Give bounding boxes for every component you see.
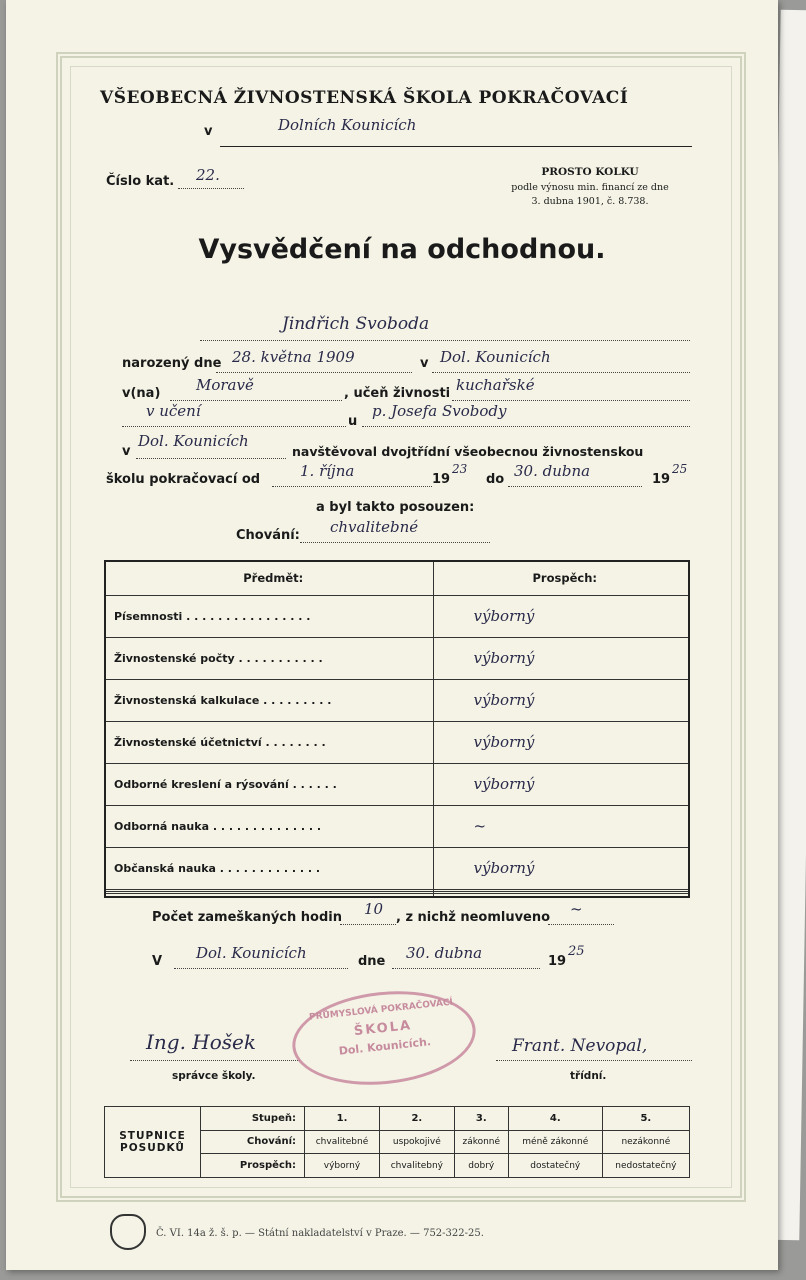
region-line (170, 400, 342, 401)
grade-cell: ~ (433, 805, 689, 847)
subject-cell: Živnostenská kalkulace . . . . . . . . . (105, 679, 433, 721)
from-date-line (272, 486, 432, 487)
school-place-hand-line (136, 458, 286, 459)
region: Moravě (196, 376, 254, 394)
absence-label: Počet zameškaných hodin (152, 910, 342, 925)
catalog-number: 22. (196, 166, 220, 184)
from-year: 23 (452, 462, 468, 476)
attended-text: navštěvoval dvojtřídní všeobecnou živnostenskou (292, 444, 644, 459)
result-col-header: Prospěch: (433, 561, 689, 595)
table-row (105, 595, 689, 637)
school-title: VŠEOBECNÁ ŽIVNOSTENSKÁ ŠKOLA POKRAČOVACÍ (100, 88, 629, 108)
table-row (105, 679, 689, 721)
born-place: Dol. Kounicích (440, 348, 551, 366)
to-label: do (486, 472, 505, 487)
conduct-value: chvalitebné (330, 518, 419, 536)
stamp-notice-line2: podle výnosu min. financí ze dne (511, 182, 669, 193)
signed-place: Dol. Kounicích (196, 944, 307, 962)
scale-conduct-label: Chování: (201, 1130, 305, 1154)
apprentice-at: v učení (146, 402, 201, 420)
unexcused-label: , z nichž neomluveno (396, 910, 551, 925)
subject-cell: Odborné kreslení a rýsování . . . . . . (105, 763, 433, 805)
scale-row-degree (105, 1107, 690, 1131)
grades-header-row (105, 561, 689, 595)
table-row (105, 805, 689, 847)
school-place: Dolních Kounicích (278, 116, 417, 134)
teacher-line (496, 1060, 692, 1061)
absence-hours-line (340, 924, 396, 925)
signed-date-line (392, 968, 540, 969)
teacher-signature: Frant. Nevopal, (512, 1036, 648, 1056)
table-row (105, 894, 689, 897)
grade-cell: výborný (433, 679, 689, 721)
signed-year: 25 (568, 944, 585, 959)
conduct-line (300, 542, 490, 543)
scale-degree-cell: 4. (508, 1107, 602, 1131)
student-name: Jindřich Svoboda (282, 314, 430, 334)
scale-progress-cell: dobrý (454, 1154, 508, 1178)
scale-conduct-cell: uspokojivé (380, 1130, 455, 1154)
catalog-line (178, 188, 244, 189)
state-emblem-icon (110, 1214, 146, 1250)
scale-progress-cell: dostatečný (508, 1154, 602, 1178)
grade-cell: výborný (433, 721, 689, 763)
director-signature: Ing. Hošek (146, 1030, 256, 1054)
scale-degree-label: Stupeň: (201, 1107, 305, 1131)
attended-text-2: školu pokračovací od (106, 472, 261, 487)
name-line (200, 340, 690, 341)
apprentice-line (122, 426, 346, 427)
signed-year-prefix: 19 (548, 954, 567, 969)
scale-conduct-cell: zákonné (454, 1130, 508, 1154)
subject-cell: Občanská nauka . . . . . . . . . . . . . (105, 847, 433, 889)
born-date: 28. května 1909 (232, 348, 355, 366)
scale-progress-cell: výborný (305, 1154, 380, 1178)
scale-conduct-cell: nezákonné (602, 1130, 689, 1154)
signed-v-label: V (152, 954, 163, 969)
table-row (105, 721, 689, 763)
grade-cell: výborný (433, 595, 689, 637)
scale-header (105, 1107, 201, 1178)
born-in-label: v (420, 356, 429, 371)
grade-cell: výborný (433, 847, 689, 889)
absence-hours: 10 (364, 900, 384, 918)
stamp-top-text: PRŮMYSLOVÁ POKRAČOVACÍ (308, 997, 454, 1023)
subject-cell: Živnostenské účetnictví . . . . . . . . (105, 721, 433, 763)
to-date-line (508, 486, 642, 487)
stamp-notice-line3: 3. dubna 1901, č. 8.738. (531, 196, 649, 207)
stamp-middle-text: ŠKOLA (353, 1018, 413, 1040)
trade-line (452, 400, 690, 401)
scale-degree-cell: 2. (380, 1107, 455, 1131)
school-place-hand: Dol. Kounicích (138, 432, 249, 450)
unexcused-line (548, 924, 614, 925)
scale-progress-cell: chvalitebný (380, 1154, 455, 1178)
stamp-bottom-text: Dol. Kounicích. (338, 1035, 432, 1058)
grades-table (104, 560, 690, 898)
trade: kuchařské (456, 376, 535, 394)
born-date-line (216, 372, 412, 373)
master-label: u (348, 414, 358, 429)
scale-header-line1: STUPNICE (119, 1130, 186, 1142)
master: p. Josefa Svobody (372, 402, 507, 420)
director-line (130, 1060, 300, 1061)
table-row (105, 637, 689, 679)
table-row (105, 847, 689, 889)
born-place-line (432, 372, 690, 373)
stamp-notice-title: PROSTO KOLKU (541, 166, 639, 178)
grade-cell (433, 894, 689, 897)
scale-conduct-cell: méně zákonné (508, 1130, 602, 1154)
document-title: Vysvědčení na odchodnou. (198, 234, 606, 265)
catalog-label: Číslo kat. (106, 174, 175, 189)
unexcused-value: ~ (570, 900, 583, 918)
scale-conduct-cell: chvalitebné (305, 1130, 380, 1154)
trade-label: , učeň živnosti (344, 386, 451, 401)
footer-imprint: Č. VI. 14a ž. š. p. — Státní nakladatelství v Praze. — 752-322-25. (156, 1228, 484, 1239)
grade-cell: výborný (433, 763, 689, 805)
scale-degree-cell: 5. (602, 1107, 689, 1131)
school-place-line (220, 146, 692, 147)
director-label: správce školy. (172, 1070, 256, 1082)
assessed-text: a byl takto posouzen: (316, 500, 475, 515)
grading-scale-table (104, 1106, 690, 1178)
from-year-prefix: 19 (432, 472, 451, 487)
born-label: narozený dne (122, 356, 222, 371)
school-place-label: v (122, 444, 131, 459)
to-year: 25 (672, 462, 688, 476)
scale-progress-label: Prospěch: (201, 1154, 305, 1178)
school-v-label: v (204, 124, 213, 139)
grade-cell: výborný (433, 637, 689, 679)
scale-degree-cell: 3. (454, 1107, 508, 1131)
scale-progress-cell: nedostatečný (602, 1154, 689, 1178)
region-label: v(na) (122, 386, 161, 401)
conduct-label: Chování: (236, 528, 300, 543)
subject-cell (105, 894, 433, 897)
table-row (105, 763, 689, 805)
signed-date: 30. dubna (406, 944, 483, 962)
to-year-prefix: 19 (652, 472, 671, 487)
signed-place-line (174, 968, 348, 969)
subject-cell: Odborná nauka . . . . . . . . . . . . . . (105, 805, 433, 847)
subject-col-header: Předmět: (105, 561, 433, 595)
to-date: 30. dubna (514, 462, 591, 480)
scale-degree-cell: 1. (305, 1107, 380, 1131)
teacher-label: třídní. (570, 1070, 607, 1082)
subject-cell: Živnostenské počty . . . . . . . . . . . (105, 637, 433, 679)
subject-cell: Písemnosti . . . . . . . . . . . . . . . . (105, 595, 433, 637)
scale-header-line2: POSUDKŮ (120, 1142, 185, 1154)
from-date: 1. října (300, 462, 355, 480)
signed-date-label: dne (358, 954, 386, 969)
master-line (362, 426, 690, 427)
